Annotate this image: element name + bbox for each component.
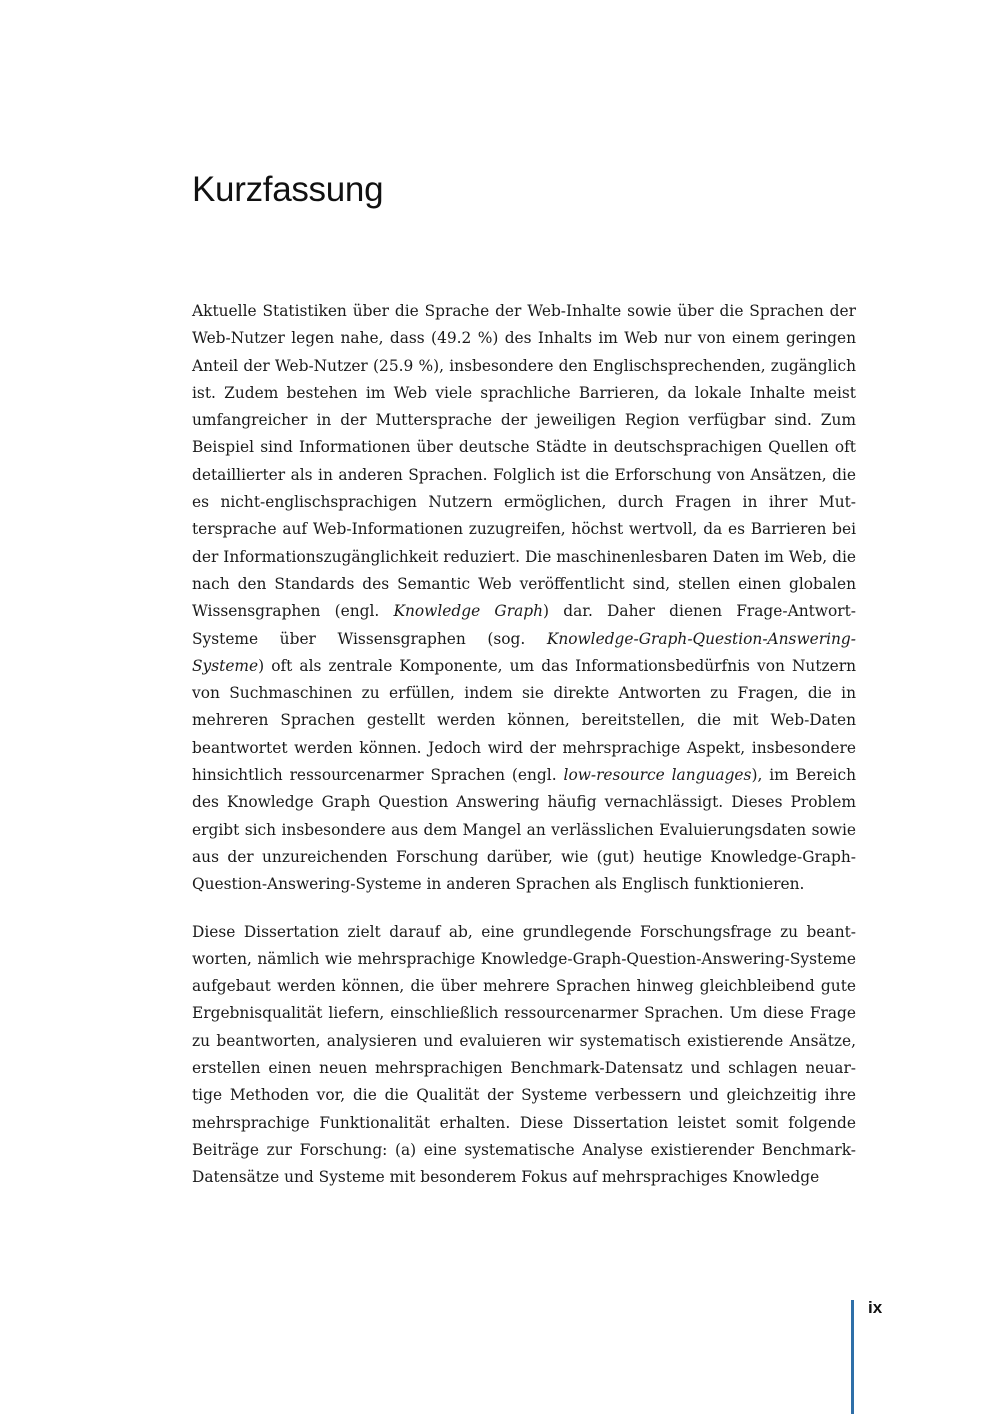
paragraph-1-text-a: Aktuelle Statistiken über die Sprache der Web-Inhalte sowie über die Sprachen der Web-Nutzer legen nahe, dass (49.2 %) des Inhalts im Web nur von einem geringen Anteil der Web-Nutzer (25.9 %), insbesondere den Englischsprechenden, zugänglich ist. Zudem bestehen im Web viele sprachliche Barrieren, da lokale Inhalte meist umfangreicher in der Muttersprache der jeweiligen Region verfügbar sind. Zum Beispiel sind Informationen über deutsche Städte in deutschsprachigen Quellen oft detaillierter als in anderen Sprachen. Folglich ist die Erforschung von Ansätzen, die es nicht-englischsprachigen Nutzern ermöglichen, durch Fragen in ihrer Muttersprache auf Web-Informationen zuzugreifen, höchst wertvoll, da es Barrieren bei der Informationszugänglichkeit reduziert. Die maschinenlesbaren Daten im Web, die nach den Standards des Semantic Web veröffentlicht sind, stellen einen globalen Wissensgraphen (engl. [192,302,856,621]
paragraph-1-text-b: ) dar. Daher dienen Frage-Antwort-Systeme über Wissensgraphen (sog. [192,602,856,648]
paragraph-1-text-c: ) oft als zentrale Komponente, um das Informationsbedürfnis von Nutzern von Suchmaschinen zu erfüllen, indem sie direkte Antworten zu Fragen, die in mehreren Sprachen gestellt werden können, bereitstellen, die mit Web-Daten beantwortet werden können. Jedoch wird der mehrsprachige Aspekt, insbesondere hinsichtlich ressourcenarmer Sprachen (engl. [192,656,856,785]
paragraph-1 [192,298,856,899]
paragraph-1-text-d: ), im Bereich des Knowledge Graph Question Answering häufig vernachlässigt. Dieses Problem ergibt sich insbesondere aus dem Mangel an verlässlichen Evaluierungsdaten sowie aus der unzureichenden Forschung darüber, wie (gut) heutige Knowledge-Graph-Question-Answering-Systeme in anderen Sprachen als Englisch funktionieren. [192,766,857,894]
page-title: Kurzfassung [192,170,384,209]
term-kgqa-systeme: Knowledge-Graph-Question-Answering-Systeme [192,629,856,675]
abstract-body [192,298,856,1192]
page-margin-rule [851,1300,854,1414]
term-low-resource-languages: low-resource languages [563,766,752,785]
term-knowledge-graph: Knowledge Graph [393,602,544,621]
paragraph-2: Diese Dissertation zielt darauf ab, eine grundlegende Forschungsfrage zu beantworten, nämlich wie mehrsprachige Knowledge-Graph-Question-Answering-Systeme aufgebaut werden können, die über mehrere Sprachen hinweg gleichbleibend gute Ergebnisqualität liefern, einschließlich ressourcenarmer Sprachen. Um diese Frage zu beantworten, analysieren und evaluieren wir systematisch existierende Ansätze, erstellen einen neuen mehrsprachigen Benchmark-Datensatz und schlagen neuartige Methoden vor, die die Qualität der Systeme verbessern und gleichzeitig ihre mehrsprachige Funktionalität erhalten. Diese Dissertation leistet somit folgende Beiträge zur Forschung: (a) eine systematische Analyse existierender Benchmark-Datensätze und Systeme mit besonderem Fokus auf mehrsprachiges Knowledge [192,922,856,1187]
page-number: ix [868,1298,883,1317]
